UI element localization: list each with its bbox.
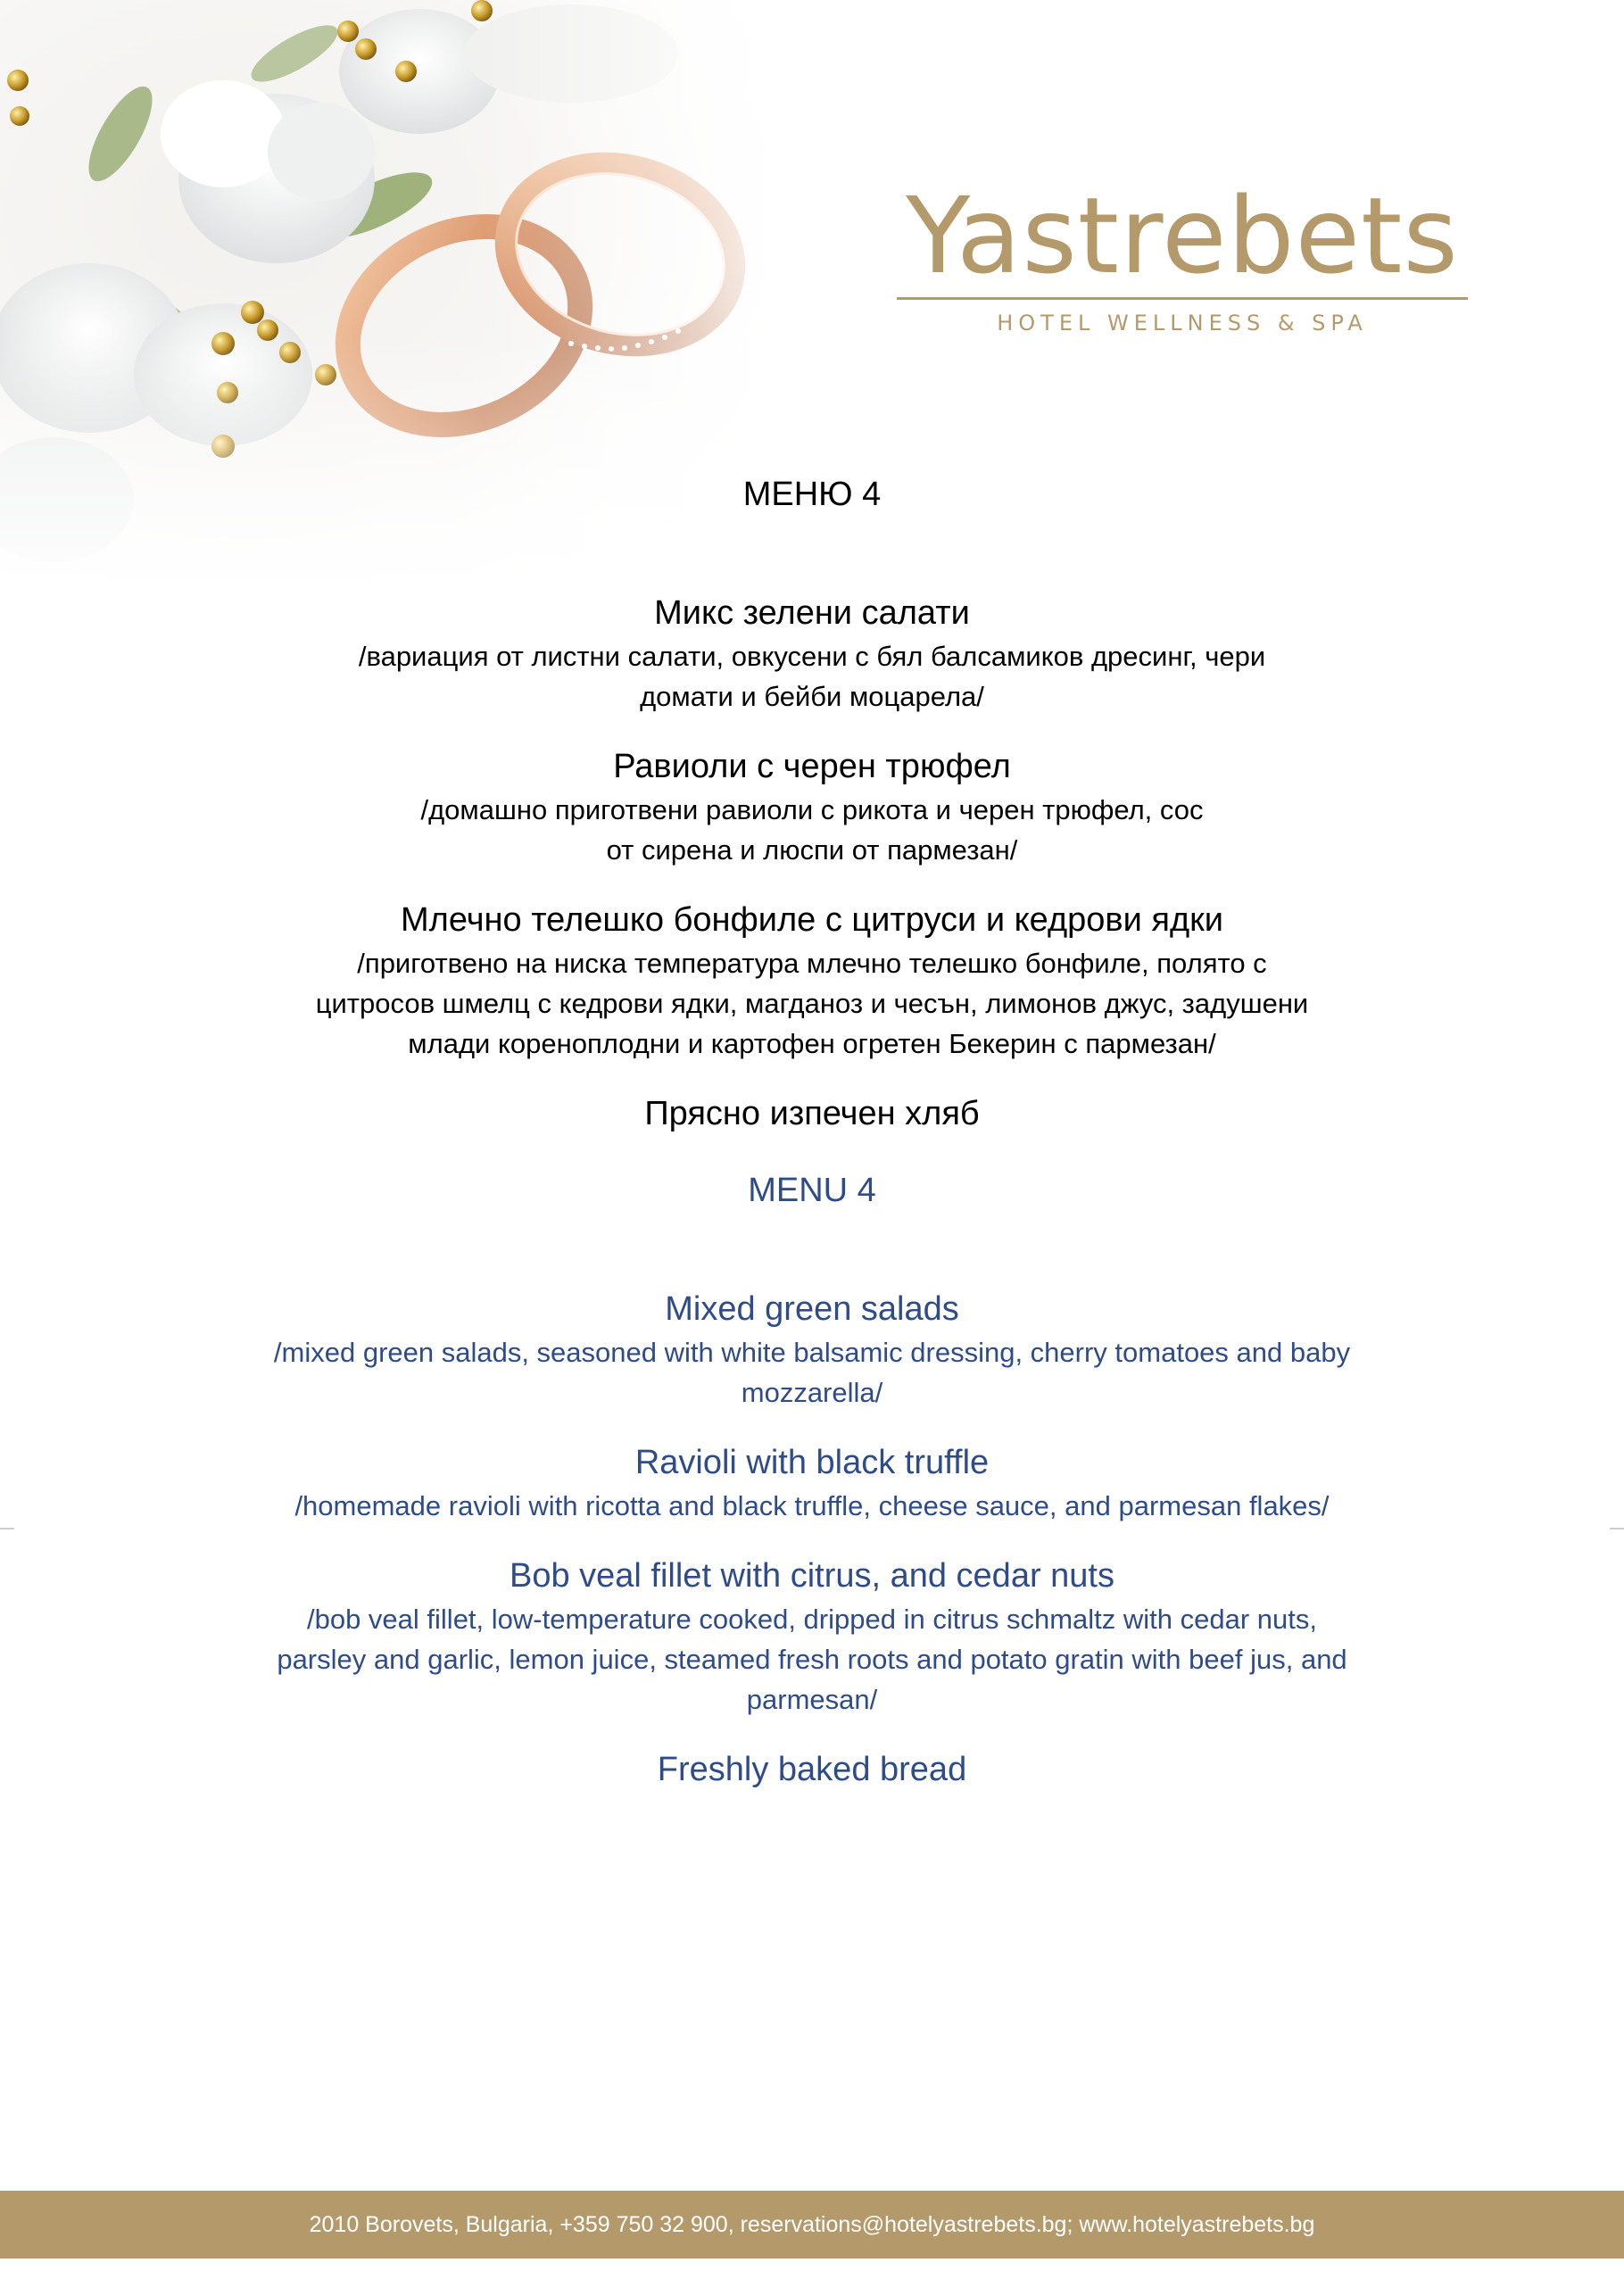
course-description: /вариация от листни салати, овкусени с бял балсамиков дресинг, чери домати и бейби моцарела/ [358, 641, 1266, 712]
course-name: Ravioli with black truffle [634, 1444, 990, 1481]
logo-divider [897, 297, 1468, 300]
course-item [0, 590, 1624, 717]
course-name: Bob veal fillet with citrus, and cedar nuts [509, 1557, 1114, 1595]
course-name: Равиоли с черен трюфел [613, 748, 1011, 785]
course-name: Микс зелени салати [654, 594, 970, 632]
course-description: /приготвено на ниска температура млечно телешко бонфиле, полято с цитросов шмелц с кедрови ядки, магданоз и чесън, лимонов джус, задушени млади кореноплодни и картофен огретен Бекерин с пармезан/ [315, 948, 1309, 1059]
menu-english [0, 1156, 1624, 1819]
menu-title-bg: МЕНЮ 4 [742, 476, 882, 513]
course-name: Mixed green salads [665, 1290, 959, 1328]
course-item [0, 1090, 1624, 1137]
course-name: Freshly baked bread [657, 1751, 967, 1788]
logo-wordmark: Yastrebets [906, 174, 1459, 297]
course-item [0, 1746, 1624, 1793]
menu-bulgarian [0, 460, 1624, 1164]
footer-contact-bar: 2010 Borovets, Bulgaria, +359 750 32 900, reservations@hotelyastrebets.bg; www.hotelyastrebets.bg [0, 2191, 1624, 2259]
hotel-logo [897, 174, 1468, 336]
fold-mark-left [0, 1528, 14, 1529]
course-item [0, 897, 1624, 1064]
course-description: /mixed green salads, seasoned with white balsamic dressing, cherry tomatoes and baby mozzarella/ [273, 1337, 1351, 1408]
course-description: /homemade ravioli with ricotta and black truffle, cheese sauce, and parmesan flakes/ [294, 1490, 1330, 1521]
logo-tagline: HOTEL WELLNESS & SPA [997, 311, 1368, 336]
course-name: Млечно телешко бонфиле с цитруси и кедрови ядки [401, 901, 1223, 939]
course-item [0, 743, 1624, 870]
course-description: /bob veal fillet, low-temperature cooked, dripped in citrus schmaltz with cedar nuts, parsley and garlic, lemon juice, steamed fresh roots and potato gratin with beef jus, and parmesan/ [277, 1604, 1347, 1715]
course-item [0, 1286, 1624, 1413]
course-description: /домашно приготвени равиоли с рикота и черен трюфел, сос от сирена и люспи от пармезан/ [420, 794, 1204, 866]
menu-title-en: MENU 4 [748, 1172, 876, 1209]
fold-mark-right [1610, 1528, 1624, 1529]
course-item [0, 1439, 1624, 1526]
course-name: Прясно изпечен хляб [644, 1095, 980, 1132]
course-item [0, 1553, 1624, 1720]
